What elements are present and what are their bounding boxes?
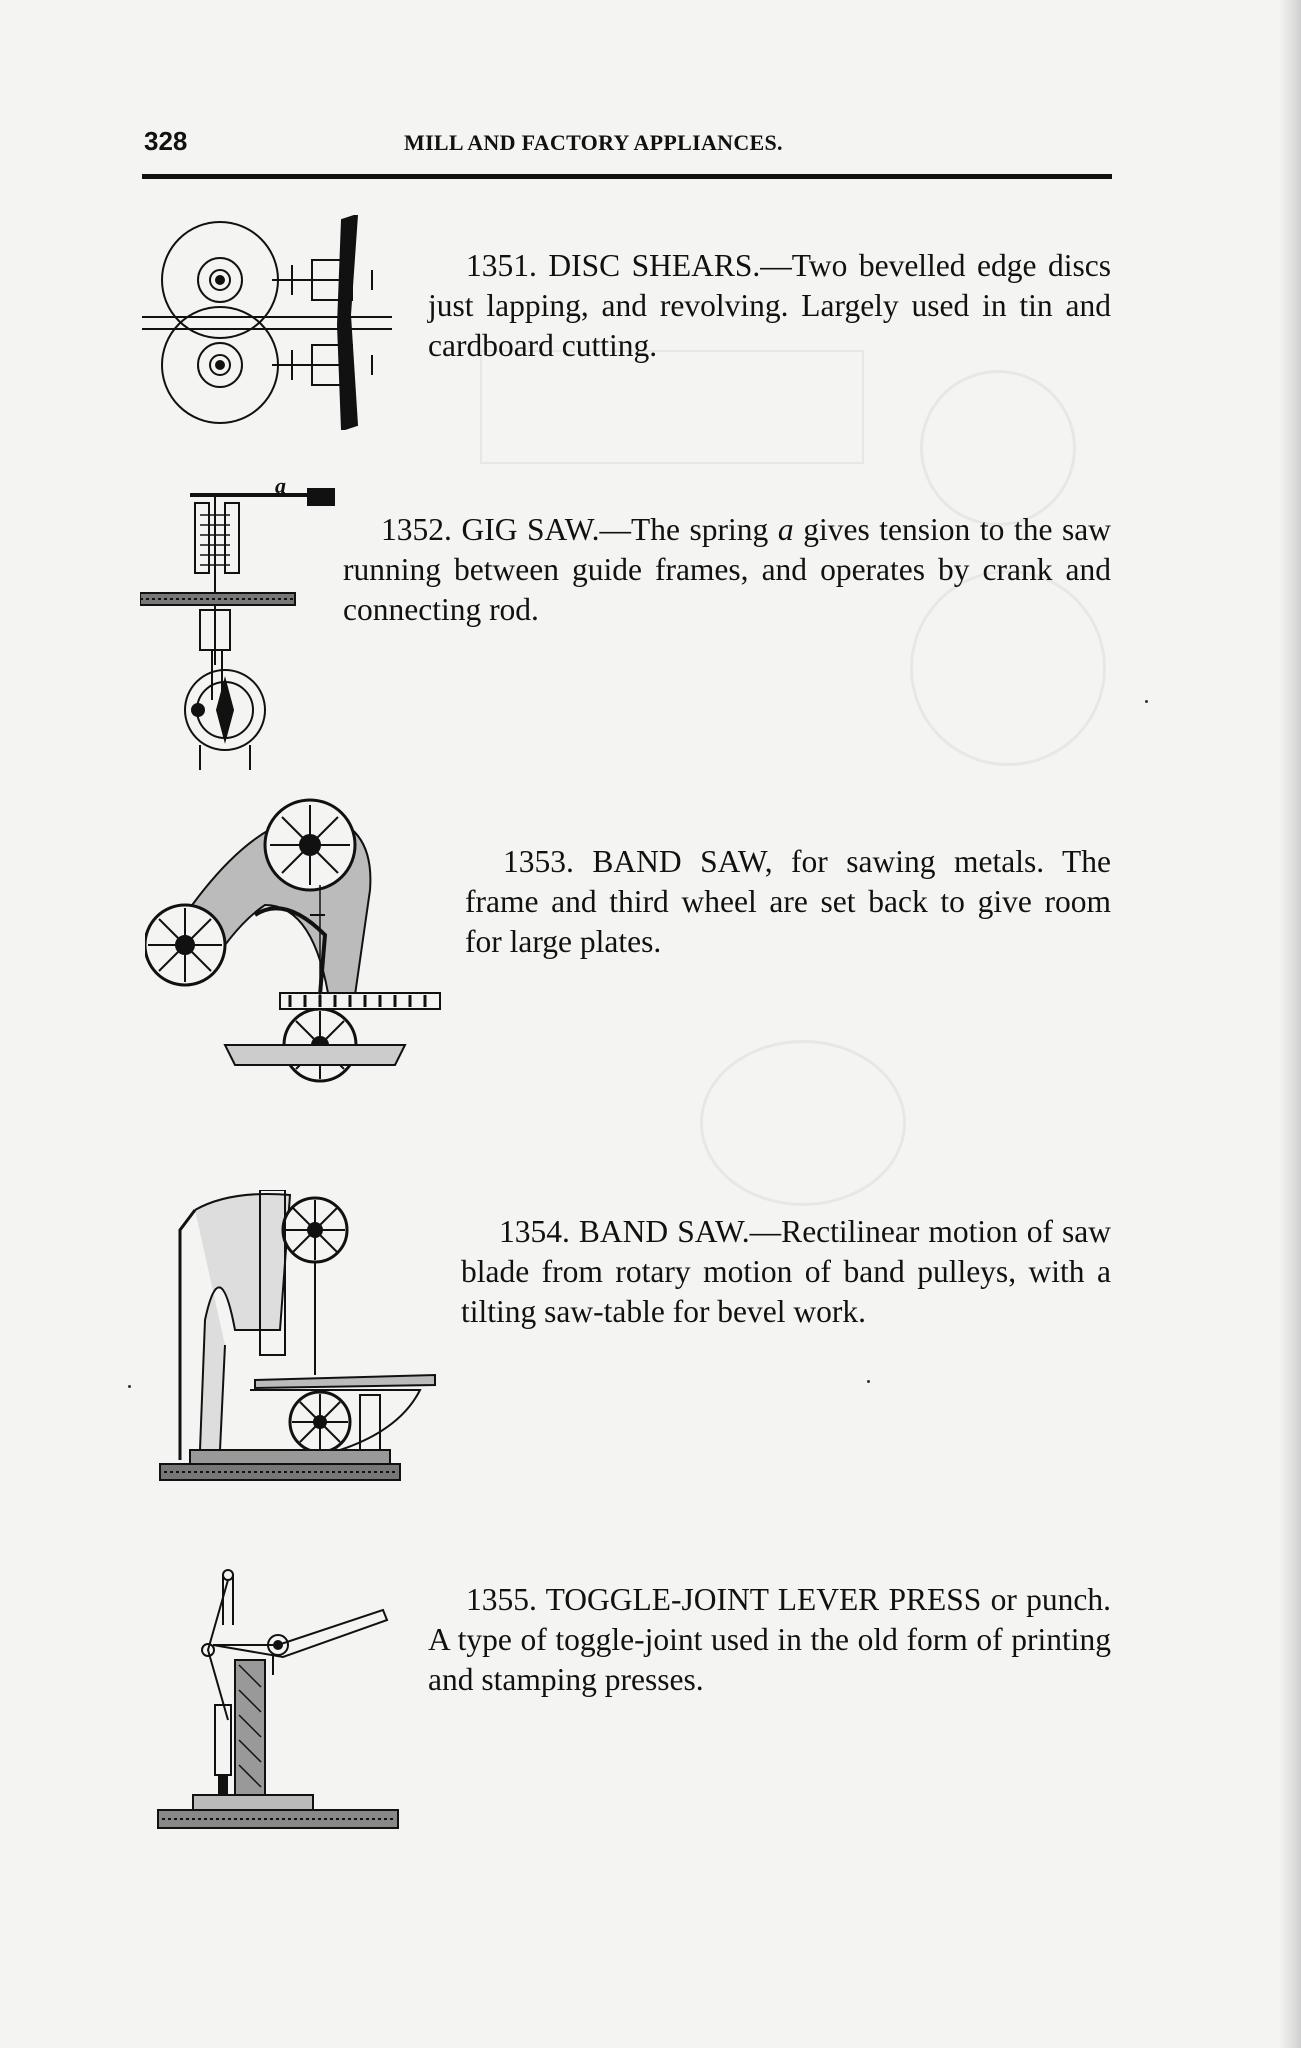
entry-text xyxy=(343,510,1111,630)
entry-1353 xyxy=(465,842,1111,962)
entry-text: 1353. BAND SAW, for sawing metals. The frame and third wheel are set back to give room for large plates. xyxy=(465,844,1111,959)
ink-speck xyxy=(1145,700,1148,703)
entry-1355 xyxy=(428,1580,1111,1700)
entry-text: 1354. BAND SAW.—Rectilinear motion of saw blade from rotary motion of band pulleys, with a tilting saw-table for bevel work. xyxy=(461,1214,1111,1329)
toggle-joint-press-figure xyxy=(153,1565,403,1835)
disc-shears-figure xyxy=(142,215,422,430)
page-header xyxy=(142,122,1112,182)
gig-saw-spring-label: a xyxy=(275,473,286,498)
header-rule xyxy=(142,174,1112,179)
entry-1352 xyxy=(343,510,1111,630)
entry-text-end: gives tension to the saw running between guide frames, and operates by crank and connecting rod. xyxy=(343,512,1111,627)
ink-speck xyxy=(128,1385,131,1388)
band-saw-tilting-figure xyxy=(150,1190,440,1490)
spring-reference: a xyxy=(777,512,794,547)
entry-text: 1351. DISC SHEARS.—Two bevelled edge discs just lapping, and revolving. Largely used in tin and cardboard cutting. xyxy=(428,248,1111,363)
entry-text-start: 1352. GIG SAW.—The spring xyxy=(381,512,778,547)
entry-text: 1355. TOGGLE-JOINT LEVER PRESS or punch. A type of toggle-joint used in the old form of printing and stamping presses. xyxy=(428,1582,1111,1697)
band-saw-metal-figure xyxy=(145,795,445,1085)
page-edge-shadow xyxy=(1279,0,1301,2048)
running-title: MILL AND FACTORY APPLIANCES. xyxy=(404,130,783,155)
page-number: 328 xyxy=(144,126,188,156)
entry-1351 xyxy=(428,246,1111,366)
gig-saw-figure xyxy=(140,473,340,775)
ink-speck xyxy=(867,1380,870,1383)
entry-1354 xyxy=(461,1212,1111,1332)
bleed-through-texture xyxy=(700,1040,1080,1240)
